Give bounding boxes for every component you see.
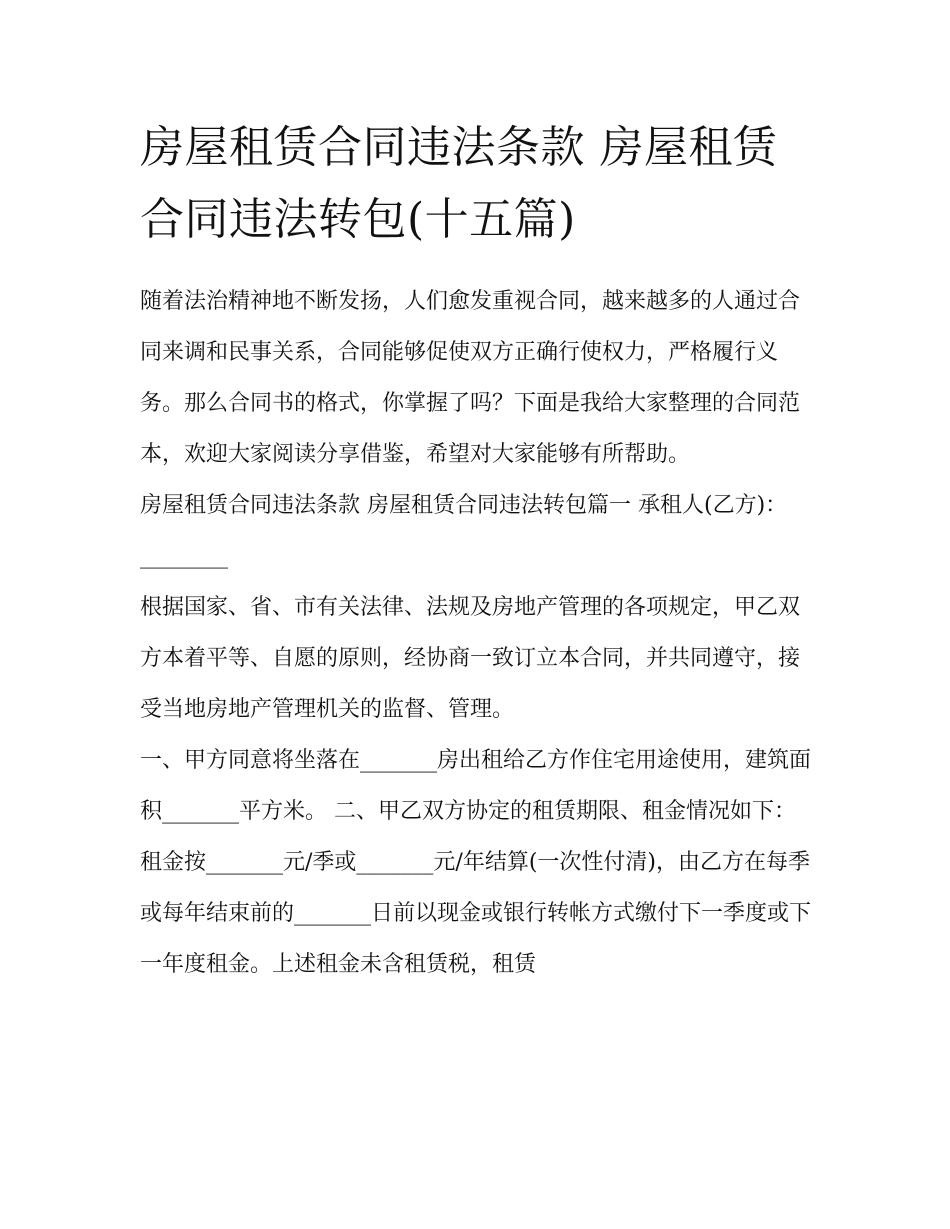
rent-payment-paragraph: 租金按_______元/季或_______元/年结算(一次性付清)，由乙方在每季或每年结束前的_______日前以现金或银行转帐方式缴付下一季度或下一年度租金。上述租金未含租赁税，租赁 xyxy=(140,850,812,977)
document-title: 房屋租赁合同违法条款 房屋租赁合同违法转包(十五篇) xyxy=(140,122,778,245)
clause-one-paragraph: 一、甲方同意将坐落在_______房出租给乙方作住宅用途使用，建筑面积_______平方米。 二、甲乙双方协定的租赁期限、租金情况如下： xyxy=(140,748,812,824)
legal-basis-paragraph: 根据国家、省、市有关法律、法规及房地产管理的各项规定，甲乙双方本着平等、自愿的原则，经协商一致订立本合同，并共同遵守，接受当地房地产管理机关的监督、管理。 xyxy=(140,595,801,722)
document-body xyxy=(140,276,820,990)
section-heading-paragraph: 房屋租赁合同违法条款 房屋租赁合同违法转包篇一 承租人(乙方)：________ xyxy=(140,493,788,569)
intro-paragraph: 随着法治精神地不断发扬，人们愈发重视合同，越来越多的人通过合同来调和民事关系，合同能够促使双方正确行使权力，严格履行义务。那么合同书的格式，你掌握了吗？下面是我给大家整理的合同范本，欢迎大家阅读分享借鉴，希望对大家能够有所帮助。 xyxy=(140,289,801,467)
